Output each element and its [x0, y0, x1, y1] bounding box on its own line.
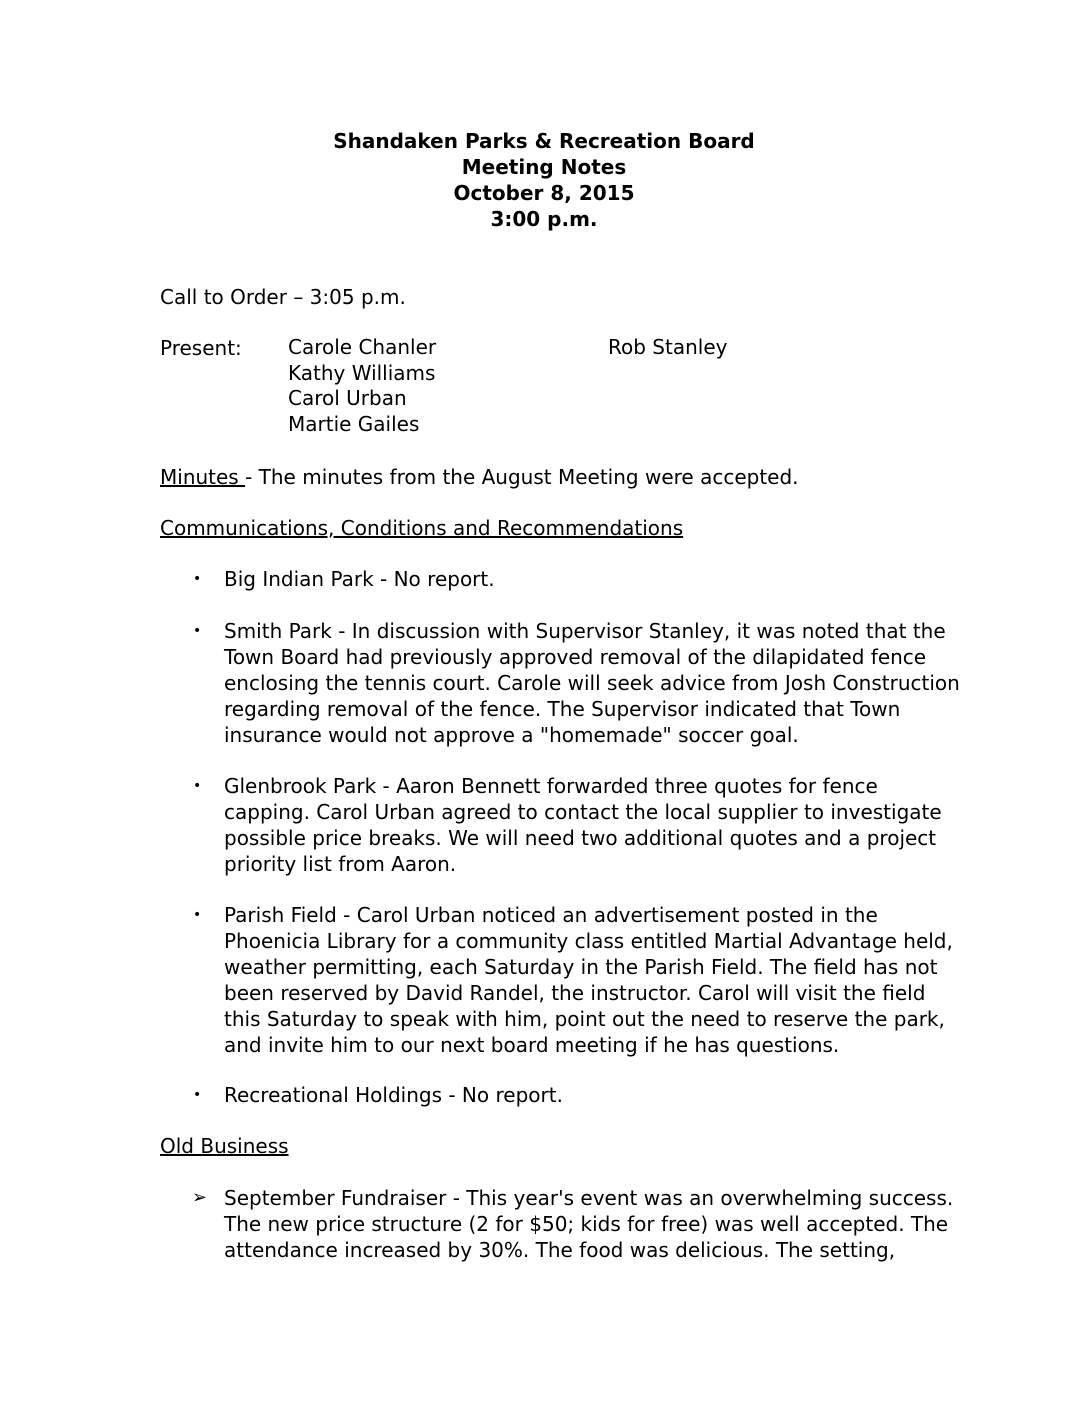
list-item-line: Recreational Holdings - No report. — [224, 1083, 563, 1107]
present-names-column-1 — [288, 335, 436, 437]
bullet-icon: • — [193, 1087, 202, 1103]
list-item-line: Big Indian Park - No report. — [224, 567, 495, 591]
list-item — [224, 618, 960, 748]
list-item — [224, 1082, 944, 1108]
list-item — [224, 773, 944, 877]
meeting-date: October 8, 2015 — [453, 181, 635, 205]
minutes-label: Minutes — [160, 465, 246, 489]
list-item — [224, 1185, 954, 1263]
list-item — [224, 566, 944, 592]
arrow-bullet-icon: ➢ — [192, 1187, 208, 1208]
communications-heading: Communications, Conditions and Recommendations — [160, 516, 684, 540]
minutes-text: - The minutes from the August Meeting were accepted. — [245, 465, 799, 489]
list-item-line: Phoenicia Library for a community class entitled Martial Advantage held, — [224, 929, 953, 953]
list-item-line: this Saturday to speak with him, point out the need to reserve the park, — [224, 1007, 945, 1031]
document-subtitle: Meeting Notes — [461, 155, 627, 179]
list-item-line: capping. Carol Urban agreed to contact the local supplier to investigate — [224, 800, 942, 824]
attendee-name: Martie Gailes — [288, 411, 420, 436]
bullet-icon: • — [193, 571, 202, 587]
attendee-name: Kathy Williams — [288, 360, 436, 385]
list-item-line: Town Board had previously approved removal of the dilapidated fence — [224, 645, 927, 669]
list-item-line: September Fundraiser - This year's event was an overwhelming success. — [224, 1186, 954, 1210]
list-item-line: The new price structure (2 for $50; kids for free) was well accepted. The — [224, 1212, 949, 1236]
document-header — [0, 128, 1088, 232]
bullet-icon: • — [193, 907, 202, 923]
meeting-time: 3:00 p.m. — [490, 207, 598, 231]
old-business-heading: Old Business — [160, 1134, 289, 1158]
document-title: Shandaken Parks & Recreation Board — [333, 129, 755, 153]
list-item-line: enclosing the tennis court. Carole will seek advice from Josh Construction — [224, 671, 960, 695]
minutes-paragraph — [160, 464, 799, 490]
list-item — [224, 902, 953, 1058]
list-item-line: insurance would not approve a "homemade" soccer goal. — [224, 723, 799, 747]
list-item-line: priority list from Aaron. — [224, 852, 457, 876]
list-item-line: Parish Field - Carol Urban noticed an advertisement posted in the — [224, 903, 878, 927]
list-item-line: weather permitting, each Saturday in the Parish Field. The field has not — [224, 955, 938, 979]
list-item-line: been reserved by David Randel, the instructor. Carol will visit the field — [224, 981, 926, 1005]
attendee-name: Carole Chanler — [288, 335, 437, 359]
list-item-line: regarding removal of the fence. The Supervisor indicated that Town — [224, 697, 901, 721]
present-names-column-2 — [608, 335, 727, 361]
list-item-line: Glenbrook Park - Aaron Bennett forwarded three quotes for fence — [224, 774, 878, 798]
list-item-line: Smith Park - In discussion with Supervisor Stanley, it was noted that the — [224, 619, 946, 643]
attendee-name: Rob Stanley — [608, 335, 728, 359]
list-item-line: and invite him to our next board meeting if he has questions. — [224, 1033, 840, 1057]
bullet-icon: • — [193, 623, 202, 639]
bullet-icon: • — [193, 778, 202, 794]
list-item-line: possible price breaks. We will need two additional quotes and a project — [224, 826, 937, 850]
attendee-name: Carol Urban — [288, 386, 407, 410]
list-item-line: attendance increased by 30%. The food was delicious. The setting, — [224, 1238, 896, 1262]
call-to-order: Call to Order – 3:05 p.m. — [160, 285, 406, 309]
present-label: Present: — [160, 336, 242, 360]
